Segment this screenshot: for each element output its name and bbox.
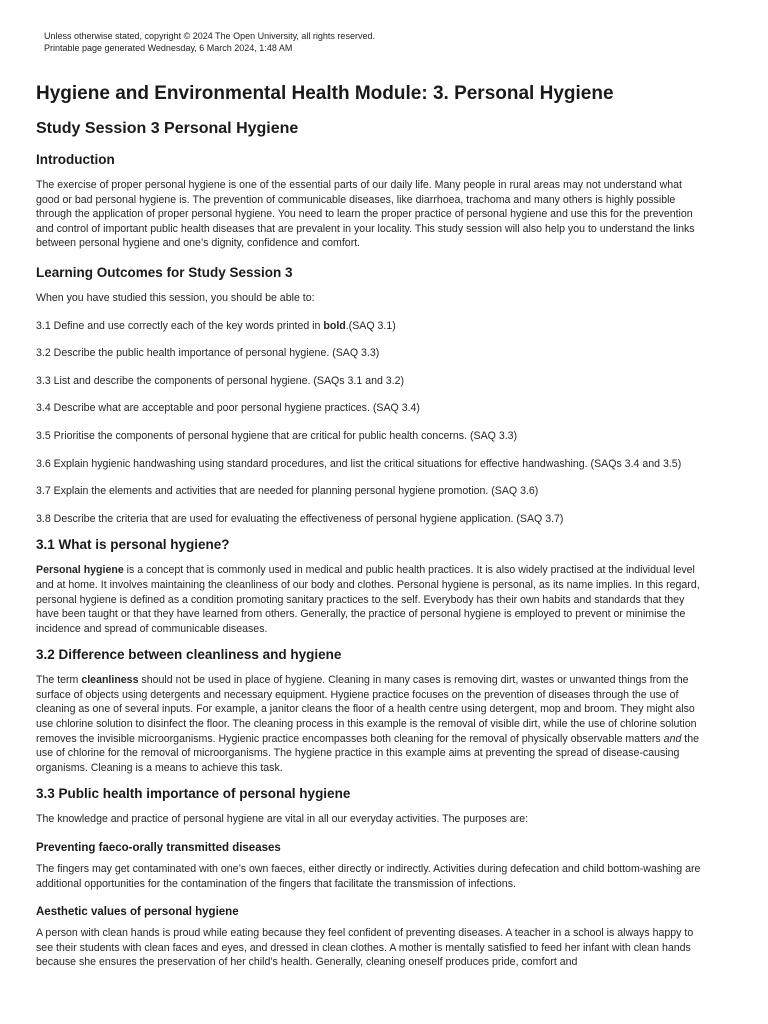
- generated-date: Printable page generated Wednesday, 6 March 2024, 1:48 AM: [44, 43, 293, 53]
- outcome-item: 3.4 Describe what are acceptable and poor personal hygiene practices. (SAQ 3.4): [36, 402, 420, 415]
- outcome-item: 3.5 Prioritise the components of personal hygiene that are critical for public health concerns. (SAQ 3.3): [36, 429, 518, 442]
- faeco-oral-text: The fingers may get contaminated with one’s own faeces, either directly or indirectly. Activities during defecation and child bottom-washing are additional opportunities for the contamination of the fingers that facilitate the transmission of infections.: [36, 863, 701, 890]
- subheading-faeco-oral: Preventing faeco-orally transmitted diseases: [36, 842, 281, 855]
- outcome-item: 3.6 Explain hygienic handwashing using standard procedures, and list the critical situations for effective handwashing. (SAQs 3.4 and 3.5): [36, 457, 682, 470]
- page-title: Hygiene and Environmental Health Module: 3. Personal Hygiene: [36, 83, 614, 104]
- outcomes-heading: Learning Outcomes for Study Session 3: [36, 264, 293, 280]
- outcome-item: 3.8 Describe the criteria that are used for evaluating the effectiveness of personal hygiene application. (SAQ 3.7): [36, 512, 564, 525]
- intro-text: The exercise of proper personal hygiene is one of the essential parts of our daily life. Many people in rural areas may not understand what good or bad personal hygiene is. The prevention of communicable diseases, like diarrhoea, trachoma and many others is highly possible through the application of proper personal hygiene. You need to learn the proper practice of personal hygiene and use this for the prevention and control of important public health diseases that are prevalent in your locality. This study session will also help you to understand the links between personal hygiene and one’s dignity, confidence and comfort.: [36, 179, 695, 250]
- section-3-2-heading: 3.2 Difference between cleanliness and hygiene: [36, 647, 342, 663]
- section-3-1-text: Personal hygiene is a concept that is commonly used in medical and public health practices. It is also widely practised at the individual level and at home. It involves maintaining the cleanliness of our body and clothes. Personal hygiene is personal, as its name implies. In this regard, personal hygiene is defined as a condition promoting sanitary practices to the self. Everybody has their own habits and standards that they have been taught or that they have learned from others. Generally, the practice of personal hygiene is employed to prevent or minimise the incidence and spread of communicable diseases.: [36, 564, 700, 635]
- session-title: Study Session 3 Personal Hygiene: [36, 120, 299, 137]
- section-3-3-heading: 3.3 Public health importance of personal hygiene: [36, 786, 351, 802]
- page-meta: [44, 30, 708, 54]
- copyright-notice: Unless otherwise stated, copyright © 2024 The Open University, all rights reserved.: [44, 31, 375, 41]
- outcome-item: 3.7 Explain the elements and activities that are needed for planning personal hygiene promotion. (SAQ 3.6): [36, 485, 539, 498]
- section-3-2-text: The term cleanliness should not be used in place of hygiene. Cleaning in many cases is removing dirt, wastes or unwanted things from the surface of objects using detergents and necessary equipment. Hygiene practice focuses on the prevention of diseases through the use of cleaning as one of several inputs. For example, a janitor cleans the floor of a health centre using detergent, mop and broom. They might also use chlorine solution to disinfect the floor. The cleaning process in this example is the removal of visible dirt, while the use of chlorine solution removes the invisible microorganisms. Hygienic practice encompasses both cleaning for the removal of physically observable matters and the use of chlorine for the removal of microorganisms. The hygiene practice in this example aims at preventing the spread of disease-causing organisms. Cleaning is a means to achieve this task.: [36, 674, 700, 774]
- outcomes-list: [36, 291, 708, 526]
- section-3-1-heading: 3.1 What is personal hygiene?: [36, 537, 230, 553]
- section-3-3-lead: The knowledge and practice of personal hygiene are vital in all our everyday activities. The purposes are:: [36, 813, 529, 826]
- outcome-item: 3.3 List and describe the components of personal hygiene. (SAQs 3.1 and 3.2): [36, 374, 405, 387]
- aesthetic-text: A person with clean hands is proud while eating because they feel confident of preventing diseases. A teacher in a school is always happy to see their students with clean faces and eyes, and dressed in clean clothes. A mother is mentally satisfied to feed her infant with clean hands because she ensures the preservation of her child’s health. Generally, cleaning oneself produces pride, comfort and: [36, 927, 694, 969]
- intro-heading: Introduction: [36, 152, 115, 167]
- subheading-aesthetic: Aesthetic values of personal hygiene: [36, 906, 239, 919]
- outcome-item: 3.2 Describe the public health importance of personal hygiene. (SAQ 3.3): [36, 347, 380, 360]
- outcomes-lead: When you have studied this session, you should be able to:: [36, 291, 315, 304]
- outcome-item: 3.1 Define and use correctly each of the key words printed in bold.(SAQ 3.1): [36, 319, 396, 332]
